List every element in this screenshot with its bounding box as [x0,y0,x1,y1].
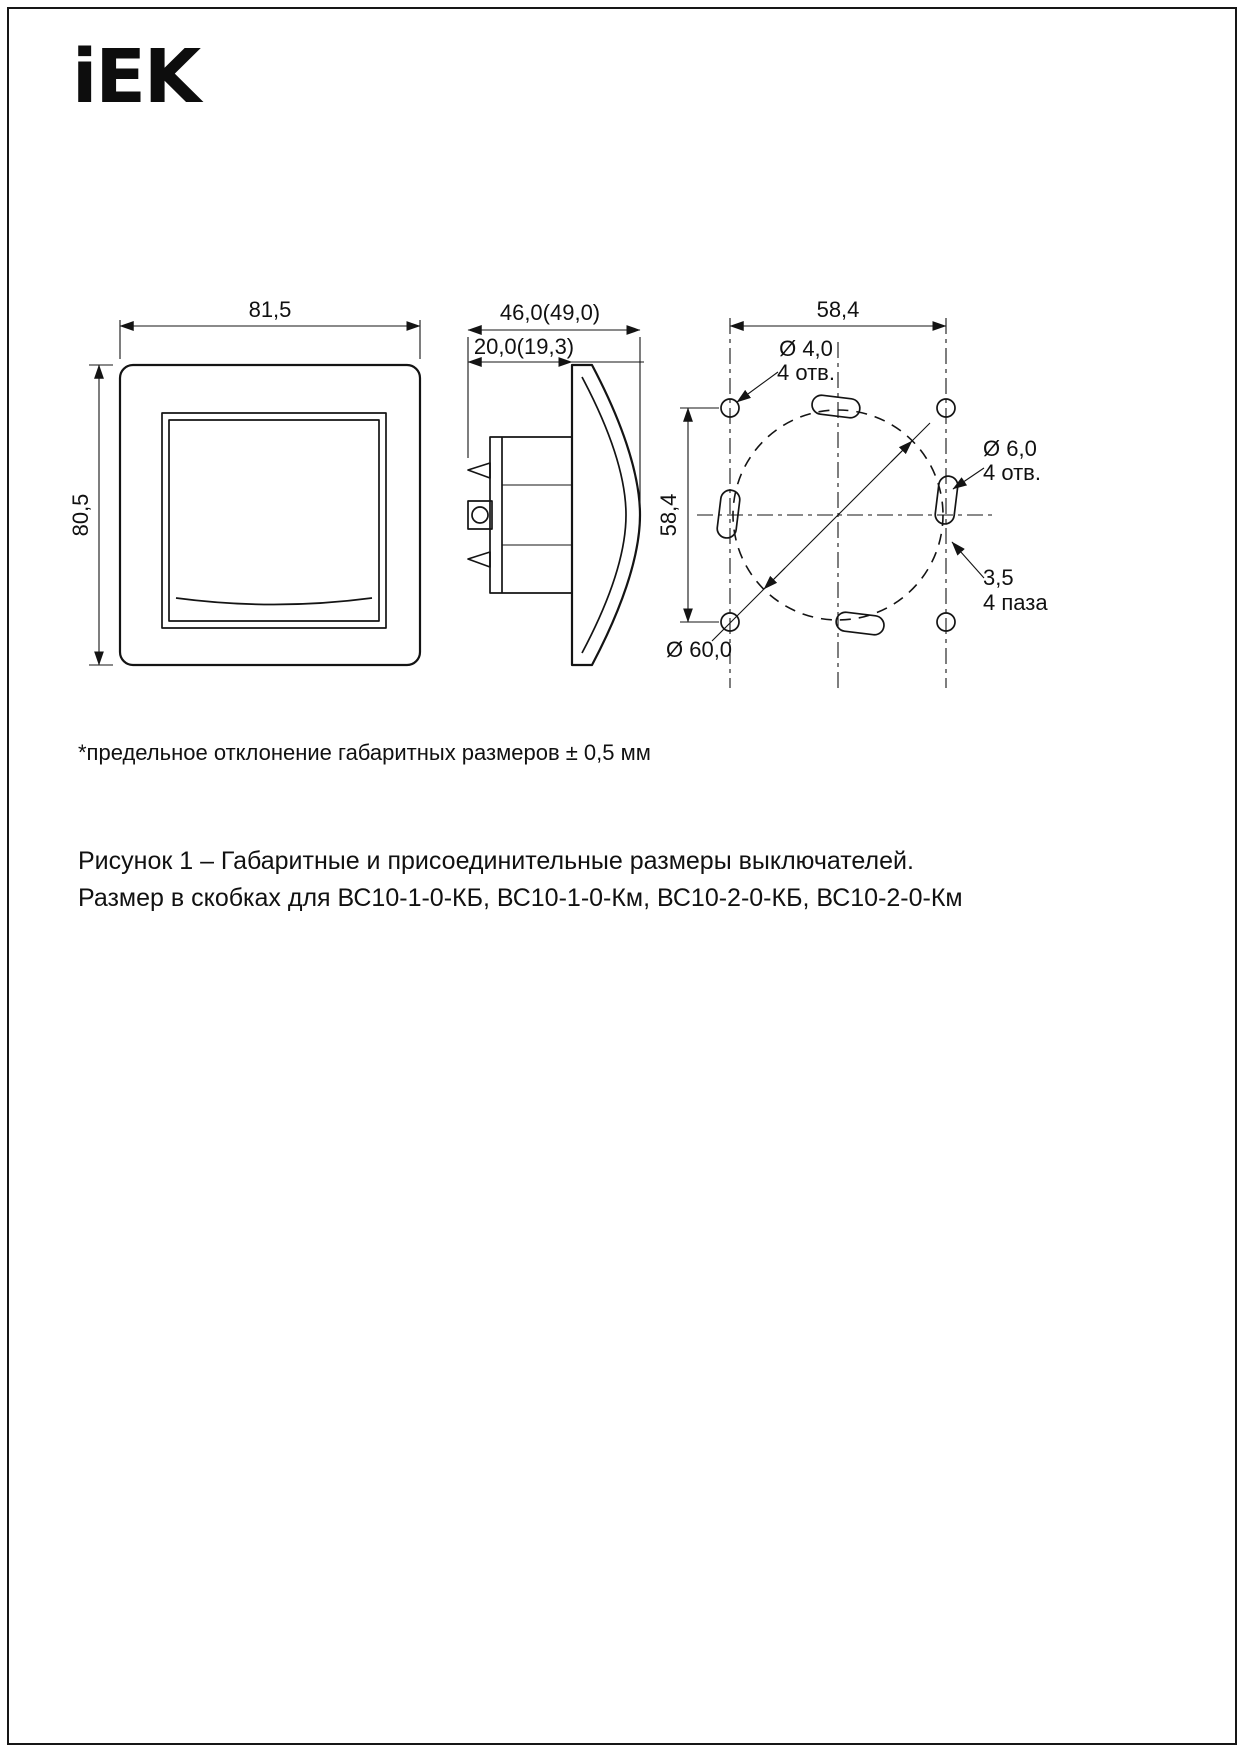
slot [811,394,861,419]
dim-mount-pitch-h: 58,4 [816,297,860,322]
slot [716,489,741,539]
dim-side-depth-mech: 20,0(19,3) [473,334,575,359]
leader-d4 [737,372,778,402]
mounting-view [656,297,1048,692]
label-slot-qty: 4 паза [983,590,1048,615]
leader-slot [952,542,984,578]
slot [835,611,885,636]
tolerance-note: *предельное отклонение габаритных размеров ± 0,5 мм [78,740,651,765]
diameter-arrow [764,568,785,589]
figure-caption [78,843,963,917]
switch-frame-opening [162,413,386,628]
switch-cover-plate [120,365,420,665]
label-hole-d6-qty: 4 отв. [983,460,1041,485]
label-hole-d4: Ø 4,0 [779,336,833,361]
screw-icon [472,507,488,523]
iek-logo: iEK [72,34,200,120]
label-hole-d4-qty: 4 отв. [777,360,835,385]
claw-bottom [468,552,490,567]
dim-front-height: 80,5 [68,493,93,537]
plate-profile [572,365,640,665]
switch-rocker [169,420,379,621]
dim-side-depth-total: 46,0(49,0) [499,300,601,325]
dim-front-width: 81,5 [248,297,292,322]
caption-line-2: Размер в скобках для ВС10-1-0-КБ, ВС10-1-0-Км, ВС10-2-0-КБ, ВС10-2-0-Км [78,884,963,912]
label-hole-d6: Ø 6,0 [983,436,1037,461]
caption-line-1: Рисунок 1 – Габаритные и присоединительные размеры выключателей. [78,847,914,875]
leader-d6 [953,468,984,489]
claw-top [468,463,490,478]
dim-mount-pitch-v: 58,4 [656,493,681,537]
label-slot: 3,5 [983,565,1014,590]
dimension-drawing [0,280,1244,730]
plate-inner-line [582,377,626,653]
rocker-curve [176,598,372,605]
side-view [468,300,644,665]
front-view [68,297,420,665]
diameter-arrow [891,441,912,462]
label-circle-d: Ø 60,0 [666,637,733,662]
